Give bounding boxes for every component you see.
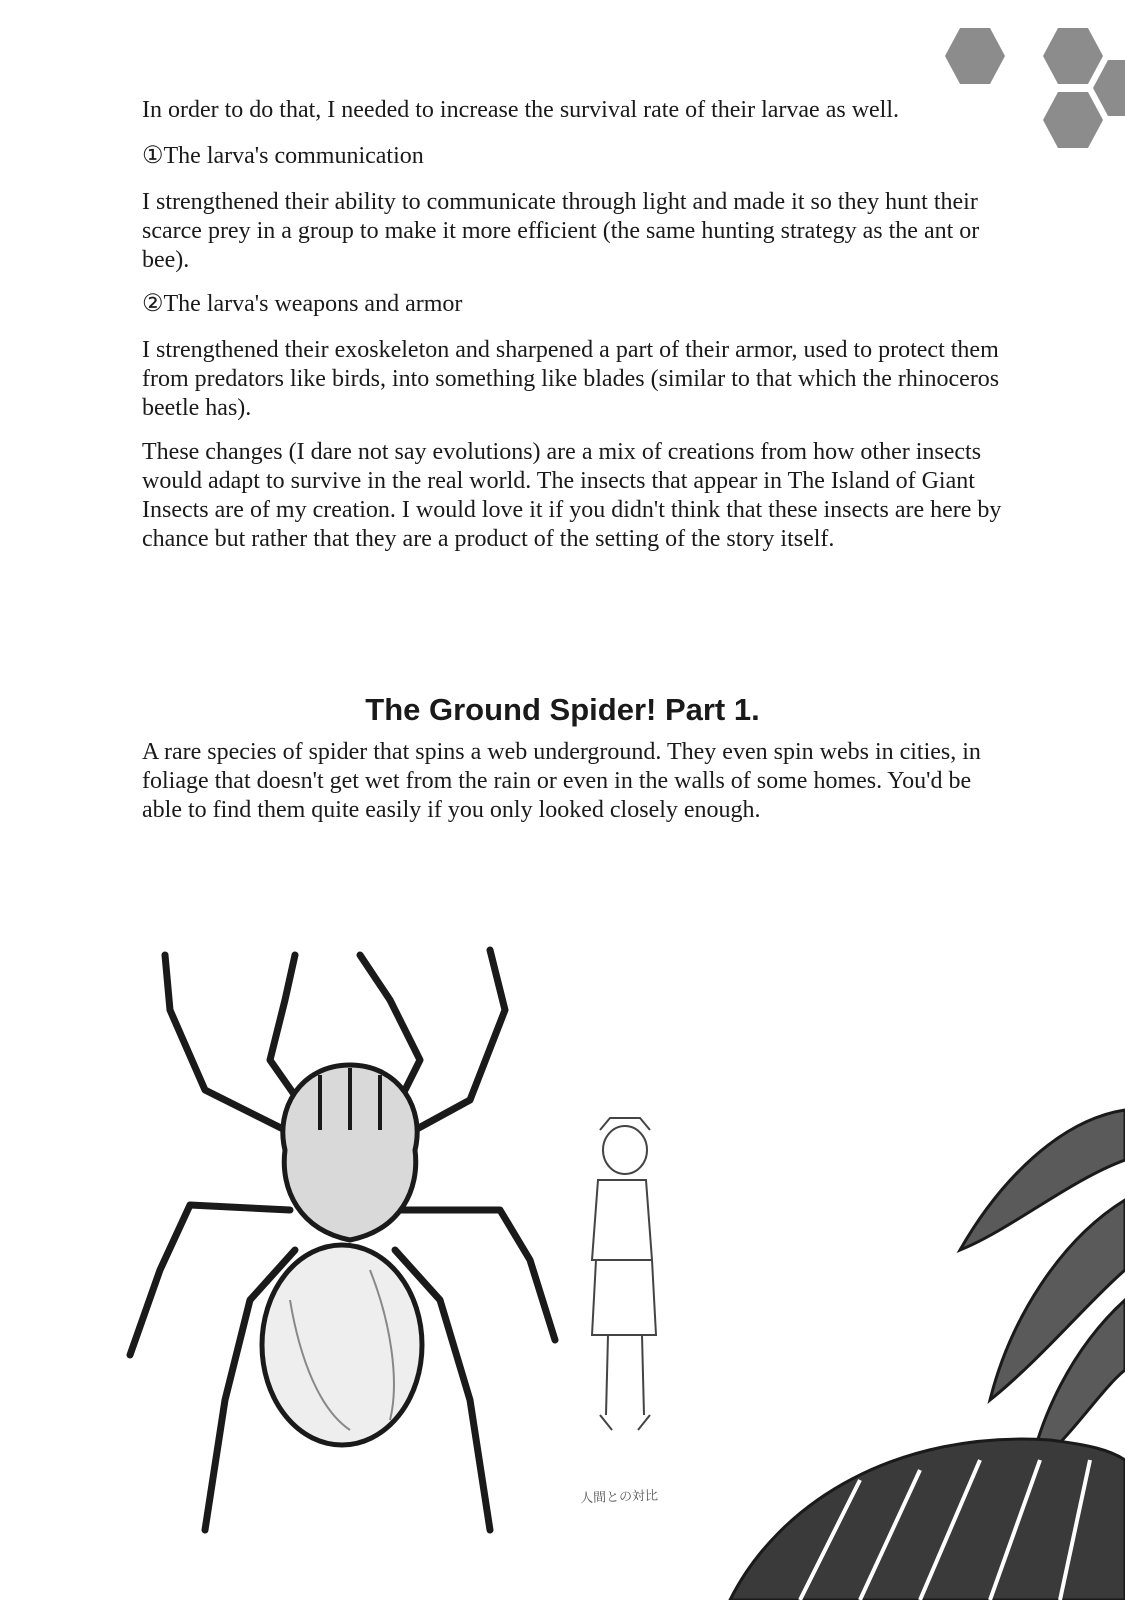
spider-leg [400, 1210, 555, 1340]
list-item-communication: ①The larva's communication [142, 143, 424, 169]
hexagon-shape [1093, 60, 1125, 116]
hexagon-shape [945, 28, 1005, 84]
paragraph-changes: These changes (I dare not say evolutions) are a mix of creations from how other insects would adapt to survive in the real world. The insects that appear in The Island of Giant Insects are of my creation. I would love it if you didn't think that these insects are here by chance but rather that they are a product of the setting of the story itself. [142, 439, 1002, 552]
hexagon-shape [1043, 28, 1103, 84]
spider-leg [415, 950, 505, 1130]
paragraph-weapons: I strengthened their exoskeleton and sharpened a part of their armor, used to protect them from predators like birds, into something like blades (similar to that which the rhinoceros beetle has). [142, 337, 1000, 421]
leaf-foliage [730, 1110, 1125, 1600]
spider-leg [165, 955, 285, 1130]
section-heading: The Ground Spider! Part 1. [365, 692, 760, 727]
human-figure [592, 1118, 656, 1430]
list-item-weapons: ②The larva's weapons and armor [142, 291, 463, 317]
paragraph-intro: In order to do that, I needed to increase the survival rate of their larvae as well. [142, 97, 900, 123]
hexagon-decoration [895, 0, 1125, 160]
hexagon-shape [1043, 92, 1103, 148]
illustration-caption: 人間との対比 [579, 1487, 659, 1506]
spider-illustration [0, 930, 1125, 1600]
spider-abdomen [262, 1245, 422, 1445]
paragraph-communication: I strengthened their ability to communicate through light and made it so they hunt their scarce prey in a group to make it more efficient (the same hunting strategy as the ant or bee). [142, 189, 980, 273]
section-body: A rare species of spider that spins a web underground. They even spin webs in cities, in foliage that doesn't get wet from the rain or even in the walls of some homes. You'd be able to find them quite easily if you only looked closely enough. [142, 739, 981, 823]
